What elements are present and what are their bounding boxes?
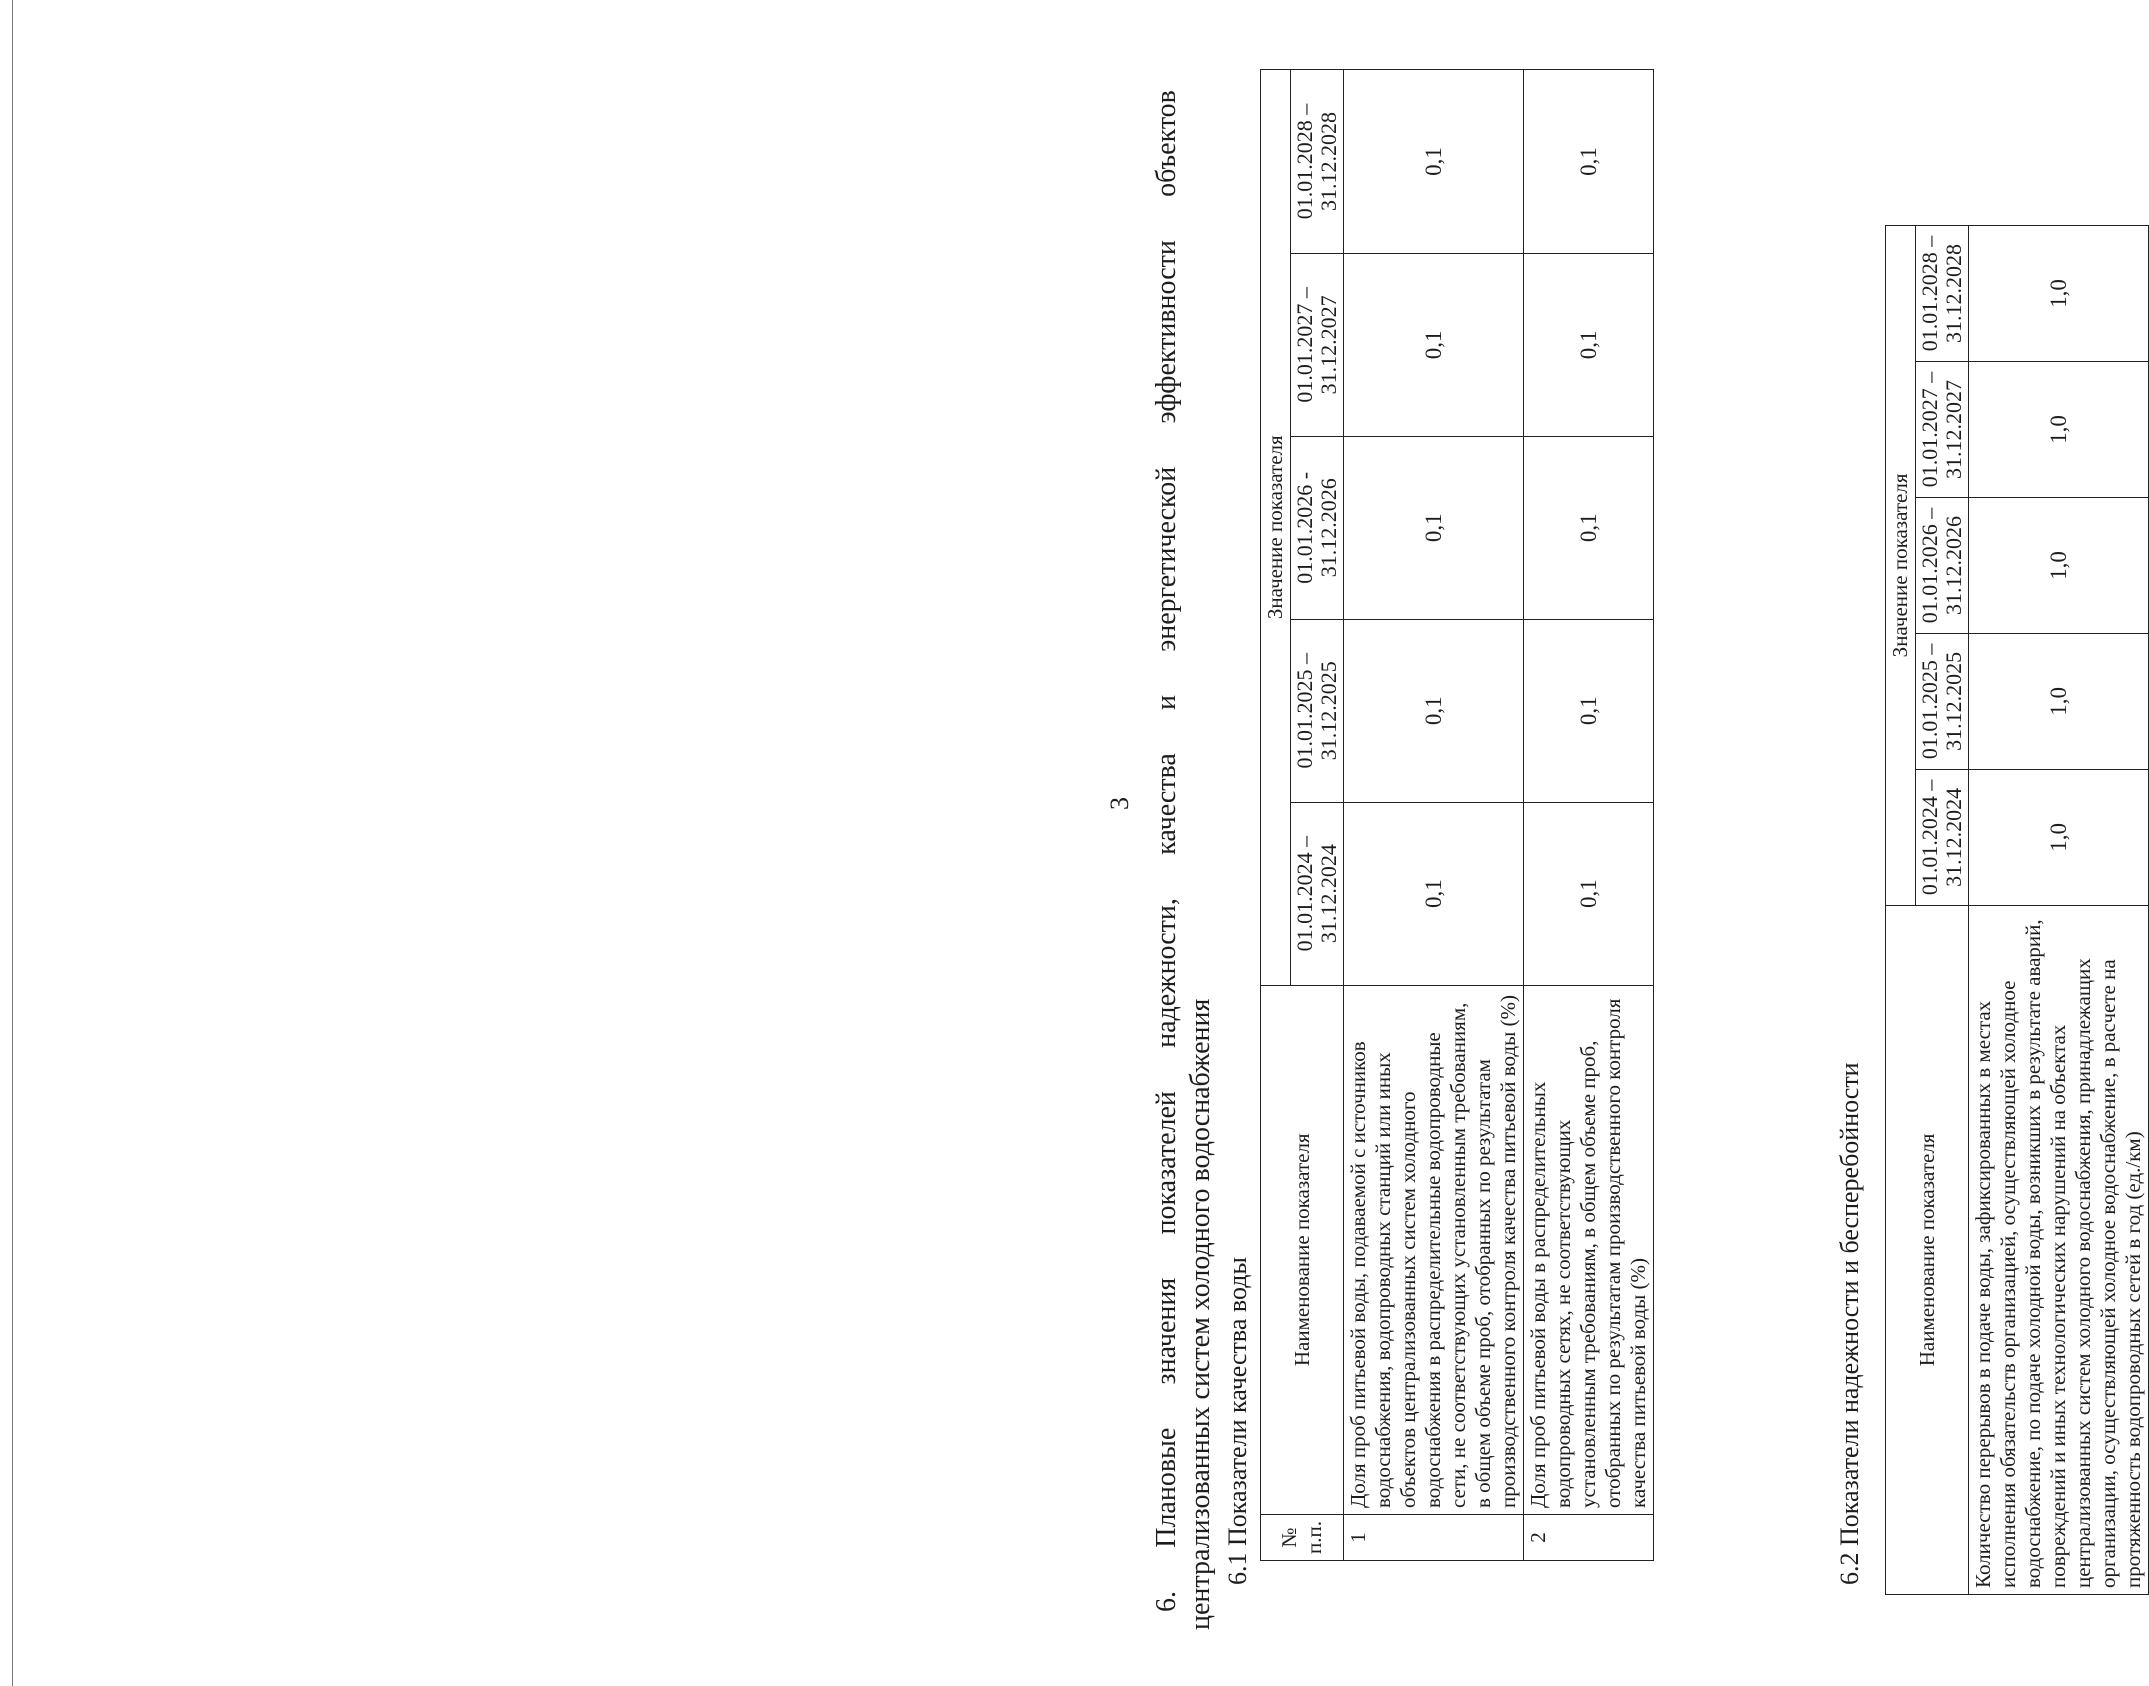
heading-word: энергетической	[1151, 466, 1182, 652]
indicator-value: 0,1	[1524, 619, 1654, 802]
indicator-value: 0,1	[1344, 802, 1524, 985]
indicator-value: 1,0	[1969, 769, 2149, 905]
indicator-value: 1,0	[1969, 362, 2149, 498]
period-header: 01.01.2024 – 31.12.2024	[1291, 802, 1344, 985]
indicator-value: 0,1	[1344, 619, 1524, 802]
row-number: 2	[1524, 1515, 1654, 1561]
heading-word: объектов	[1151, 90, 1182, 197]
indicator-value: 0,1	[1524, 70, 1654, 254]
page-number: 3	[1105, 797, 1134, 810]
document-heading	[1150, 90, 1218, 1630]
header-number: № п.п.	[1261, 1515, 1344, 1561]
indicator-value: 0,1	[1344, 436, 1524, 619]
indicator-value: 0,1	[1344, 253, 1524, 436]
heading-word: значения	[1151, 1277, 1182, 1385]
table-row	[1344, 70, 1524, 1561]
header-indicator-name: Наименование показателя	[1886, 905, 1969, 1594]
row-number: 1	[1344, 1515, 1524, 1561]
section-2-title: 6.2 Показатели надежности и бесперебойности	[1835, 1062, 1864, 1585]
water-quality-table	[1260, 69, 1654, 1561]
period-header: 01.01.2025 – 31.12.2025	[1291, 619, 1344, 802]
heading-word: качества	[1151, 753, 1182, 855]
indicator-name: Доля проб питьевой воды в распределительных водопроводных сетях, не соответствующих установленным требованиям, в общем объеме проб, отобранных по результатам производственного контроля качества питьевой воды (%)	[1524, 985, 1654, 1515]
header-indicator-value: Значение показателя	[1886, 226, 1916, 906]
table-row	[1969, 226, 2149, 1595]
heading-word: показателей	[1151, 1091, 1182, 1235]
period-header: 01.01.2027 – 31.12.2027	[1916, 362, 1969, 498]
header-indicator-value: Значение показателя	[1261, 70, 1291, 986]
indicator-value: 0,1	[1524, 253, 1654, 436]
period-header: 01.01.2028 – 31.12.2028	[1916, 226, 1969, 362]
period-header: 01.01.2024 – 31.12.2024	[1916, 769, 1969, 905]
period-header: 01.01.2028 – 31.12.2028	[1291, 70, 1344, 254]
header-indicator-name: Наименование показателя	[1261, 985, 1344, 1515]
period-header: 01.01.2025 – 31.12.2025	[1916, 633, 1969, 769]
heading-word: 6.	[1151, 1591, 1182, 1612]
indicator-value: 1,0	[1969, 497, 2149, 633]
heading-line-2: централизованных систем холодного водоснабжения	[1185, 998, 1216, 1630]
table-header-row	[1261, 70, 1291, 1561]
heading-line-1	[1150, 90, 1184, 1630]
rotated-page	[1100, 20, 2145, 1640]
section-1-title: 6.1 Показатели качества воды	[1223, 1257, 1252, 1585]
indicator-value: 1,0	[1969, 633, 2149, 769]
period-header: 01.01.2026 – 31.12.2026	[1916, 497, 1969, 633]
table-row	[1524, 70, 1654, 1561]
indicator-value: 0,1	[1344, 70, 1524, 254]
heading-word: Плановые	[1151, 1427, 1182, 1548]
indicator-value: 1,0	[1969, 226, 2149, 362]
heading-word: надежности,	[1151, 898, 1182, 1048]
heading-word: эффективности	[1151, 240, 1182, 424]
table-header-row	[1886, 226, 1916, 1595]
indicator-value: 0,1	[1524, 436, 1654, 619]
period-header: 01.01.2026 - 31.12.2026	[1291, 436, 1344, 619]
indicator-name: Количество перерывов в подаче воды, зафиксированных в местах исполнения обязательств организацией, осуществляющей холодное водоснабжение, по подаче холодной воды, возникших в результате аварий, повреждений и иных технологических нарушений на объектах централизованных систем холодного водоснабжения, принадлежащих организации, осуществляющей холодное водоснабжение, в расчете на протяженность водопроводных сетей в год (ед./км)	[1969, 905, 2149, 1594]
reliability-table	[1885, 225, 2149, 1595]
period-header: 01.01.2027 – 31.12.2027	[1291, 253, 1344, 436]
indicator-name: Доля проб питьевой воды, подаваемой с источников водоснабжения, водопроводных станций или иных объектов централизованных систем холодного водоснабжения в распределительные водопроводные сети, не соответствующих установленным требованиям, в общем объеме проб, отобранных по результатам производственного контроля качества питьевой воды (%)	[1344, 985, 1524, 1515]
heading-word: и	[1151, 695, 1182, 710]
indicator-value: 0,1	[1524, 802, 1654, 985]
page-edge-line	[12, 0, 13, 1686]
